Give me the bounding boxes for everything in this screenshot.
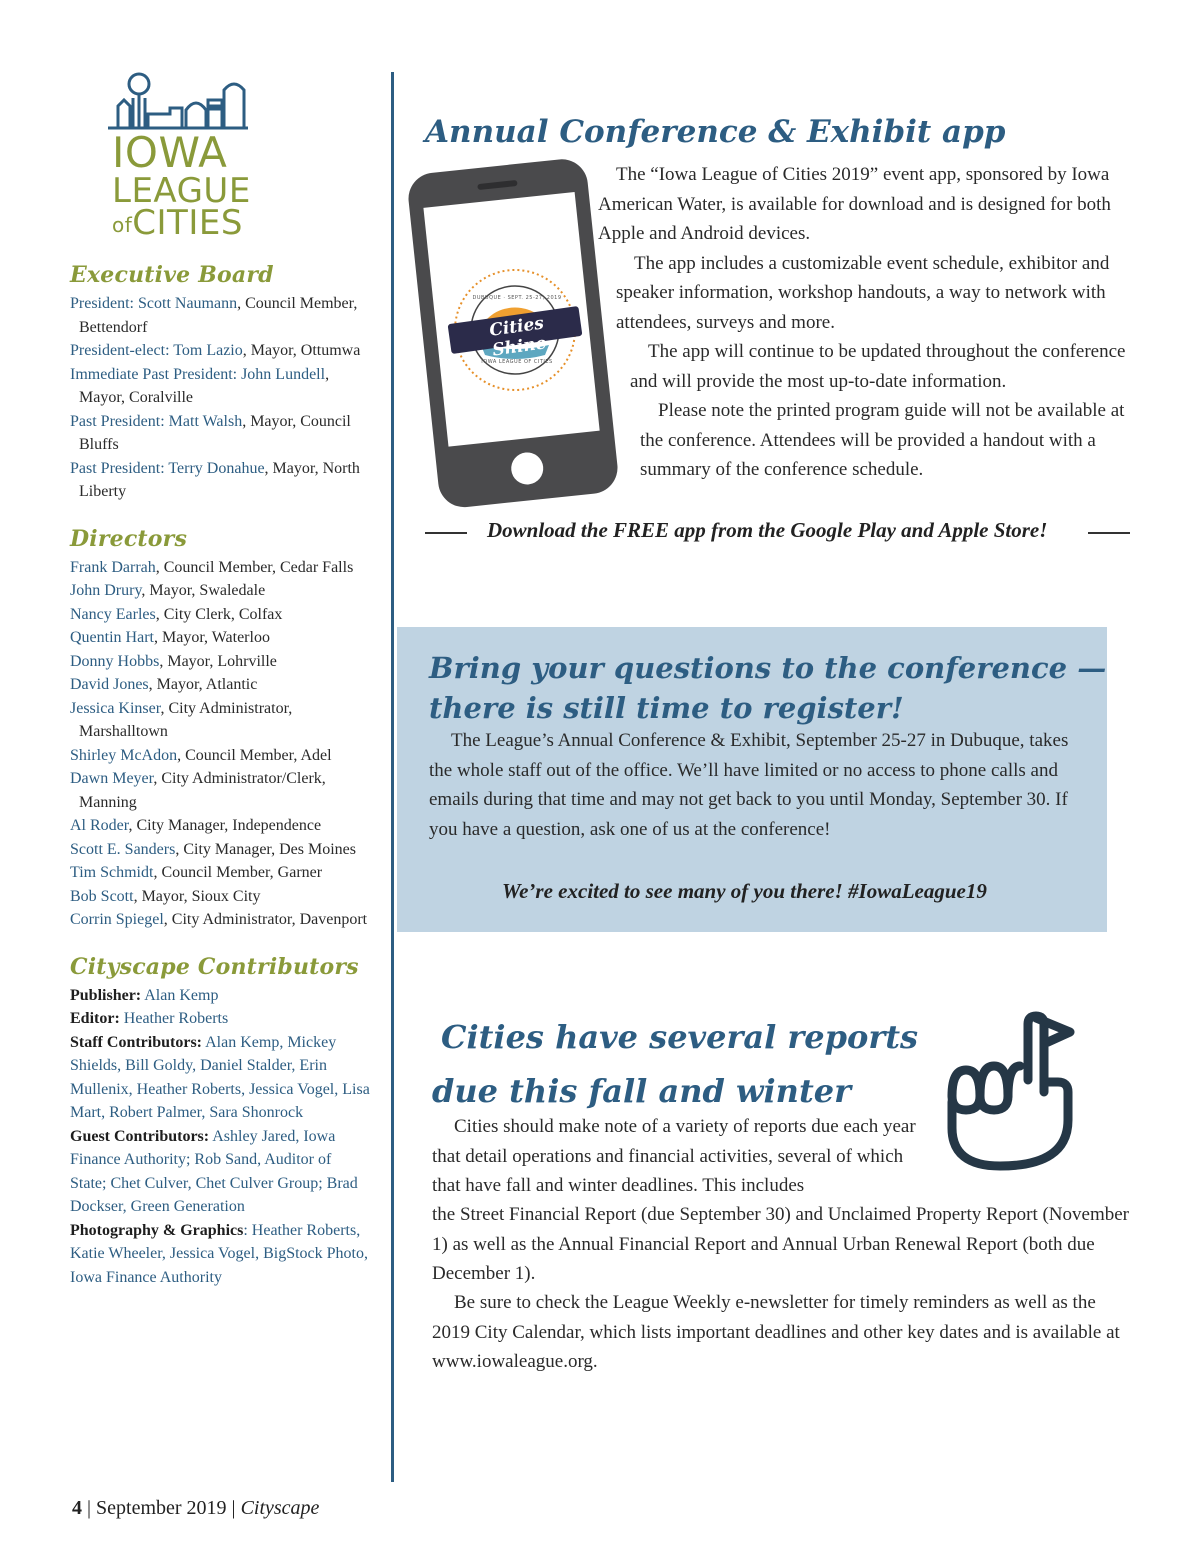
reports-paragraph-continued: the Street Financial Report (due September 30) and Unclaimed Property Report (November 1) as well as the Annual Financial Report and Annual Urban Renewal Report (both due December 1). <box>432 1204 1129 1284</box>
director-name: Quentin Hart <box>70 629 154 646</box>
app-download-text: Download the FREE app from the Google Play and Apple Store! <box>487 518 1048 542</box>
guest-contributors <box>70 1125 370 1219</box>
director-entry <box>70 908 370 932</box>
publisher-line <box>70 984 370 1008</box>
logo-text-iowa: IOWA <box>112 128 228 177</box>
publisher-name: Alan Kemp <box>144 986 219 1004</box>
director-entry <box>70 767 370 814</box>
director-role: , City Manager, Des Moines <box>175 840 356 858</box>
board-entry-name: Past President: Matt Walsh <box>70 412 243 430</box>
board-entry-name: President: Scott Naumann <box>70 295 238 312</box>
badge-arc-top: DUBUQUE · SEPT. 25-27, 2019 <box>472 295 562 301</box>
app-section-title: Annual Conference & Exhibit app <box>425 114 1006 150</box>
app-paragraph: The app will continue to be updated throughout the conference and will provide the most up-to-date information. <box>630 341 1126 392</box>
badge-arc-bottom: IOWA LEAGUE OF CITIES <box>481 359 553 365</box>
issue-date: September 2019 <box>96 1497 227 1519</box>
director-role: , Mayor, Atlantic <box>148 676 258 693</box>
board-entry-role: , Mayor, Council Bluffs <box>79 412 351 453</box>
reports-title-line2: due this fall and winter <box>432 1072 851 1110</box>
register-title-line2: there is still time to register! <box>429 691 904 725</box>
director-name: Scott E. Sanders <box>70 840 176 858</box>
phone-illustration <box>405 155 625 516</box>
executive-board-list <box>70 292 370 504</box>
app-paragraph: Please note the printed program guide will not be available at the conference. Attendees will be provided a handout with a summary of the conference schedule. <box>640 400 1125 480</box>
director-name: Jessica Kinser <box>70 699 161 717</box>
director-role: , Mayor, Sioux City <box>133 887 261 905</box>
app-paragraph: The “Iowa League of Cities 2019” event app, sponsored by Iowa American Water, is available for download and is designed for both Apple and Android devices. <box>598 164 1111 244</box>
director-role: , Mayor, Waterloo <box>153 629 270 646</box>
director-entry <box>70 556 370 580</box>
logo-text-league: LEAGUE <box>112 171 251 211</box>
director-entry <box>70 744 370 768</box>
director-entry <box>70 861 370 885</box>
director-name: Al Roder <box>70 817 129 834</box>
photography-credits <box>70 1219 370 1290</box>
board-entry-name: Past President: Terry Donahue <box>70 459 265 477</box>
board-entry <box>70 457 370 504</box>
finger-reminder-icon <box>940 1010 1080 1180</box>
executive-board-heading: Executive Board <box>70 262 274 288</box>
sidebar <box>70 70 370 1289</box>
callout-rule-right <box>1088 532 1130 534</box>
guest-label: Guest Contributors: <box>70 1127 210 1145</box>
editor-line <box>70 1007 370 1031</box>
directors-heading: Directors <box>70 525 188 552</box>
badge-title: Cities Shine <box>488 313 548 361</box>
director-entry <box>70 603 370 627</box>
reports-paragraph-newsletter: Be sure to check the League Weekly e-newsletter for timely reminders as well as the 2019 City Calendar, which lists important deadlines and other key dates and is available at www.iowaleague.org. <box>432 1292 1120 1372</box>
director-name: Shirley McAdon <box>70 746 178 764</box>
editor-label: Editor: <box>70 1010 120 1027</box>
board-entry-name: Immediate Past President: John Lundell <box>70 365 326 383</box>
director-entry <box>70 673 370 697</box>
director-entry <box>70 626 370 650</box>
director-role: , Council Member, Cedar Falls <box>155 558 354 576</box>
column-divider <box>391 72 394 1482</box>
register-section-title <box>429 648 1106 728</box>
photo-names: : Heather Roberts, Katie Wheeler, Jessica Vogel, BigStock Photo, Iowa Finance Authority <box>70 1221 368 1286</box>
staff-contributors <box>70 1031 370 1125</box>
director-entry <box>70 885 370 909</box>
logo-text-cities-word: CITIES <box>132 203 243 243</box>
app-download-callout <box>425 518 1130 548</box>
director-entry <box>70 579 370 603</box>
contributors-block <box>70 984 370 1290</box>
director-entry <box>70 814 370 838</box>
photo-label: Photography & Graphics <box>70 1221 244 1239</box>
app-paragraph: The app includes a customizable event schedule, exhibitor and speaker information, workshop handouts, a way to network with attendees, surveys and more. <box>616 252 1110 333</box>
board-entry-name: President-elect: Tom Lazio <box>70 342 243 359</box>
register-title-line1: Bring your questions to the conference — <box>429 651 1107 685</box>
board-entry <box>70 292 370 339</box>
iowa-league-logo <box>108 70 288 242</box>
director-name: Bob Scott <box>70 887 134 905</box>
director-name: Nancy Earles <box>70 605 156 623</box>
director-name: John Drury <box>70 582 142 599</box>
director-name: Tim Schmidt <box>70 864 154 881</box>
director-name: David Jones <box>70 676 149 693</box>
board-entry <box>70 410 370 457</box>
board-entry-role: , Council Member, Bettendorf <box>79 295 358 336</box>
director-role: , City Administrator, Marshalltown <box>79 699 293 740</box>
logo-text-of: of <box>112 213 133 237</box>
editor-name: Heather Roberts <box>123 1010 229 1027</box>
skyline-icon <box>108 70 288 132</box>
app-section-body <box>598 160 1138 485</box>
director-entry <box>70 697 370 744</box>
page-footer <box>72 1497 319 1520</box>
page-number: 4 <box>72 1497 82 1519</box>
reports-title-line1: Cities have several reports <box>441 1018 918 1056</box>
register-section-body <box>429 726 1079 844</box>
director-entry <box>70 650 370 674</box>
register-paragraph: The League’s Annual Conference & Exhibit, September 25-27 in Dubuque, takes the whole staff out of the office. We’ll have limited or no access to phone calls and emails during that time and may not get back to you until Monday, September 30. If you have a question, ask one of us at the conference! <box>429 730 1069 840</box>
director-role: , City Clerk, Colfax <box>155 605 283 623</box>
reports-paragraph-intro: Cities should make note of a variety of reports due each year that detail operations and financial activities, several of which that have fall and winter deadlines. This includes <box>432 1116 916 1196</box>
director-name: Frank Darrah <box>70 558 156 576</box>
board-entry <box>70 363 370 410</box>
director-role: , Mayor, Swaledale <box>141 582 266 599</box>
board-entry-role: , Mayor, North Liberty <box>79 459 360 500</box>
footer-separator: | <box>231 1497 241 1519</box>
director-role: , City Manager, Independence <box>128 817 322 834</box>
board-entry <box>70 339 370 363</box>
board-entry-role: , Mayor, Coralville <box>79 365 330 406</box>
logo-text-cities <box>112 203 243 243</box>
footer-separator: | <box>87 1497 97 1519</box>
director-role: , Council Member, Garner <box>153 864 323 881</box>
director-role: , Council Member, Adel <box>177 746 332 764</box>
director-name: Donny Hobbs <box>70 652 160 670</box>
director-entry <box>70 838 370 862</box>
publisher-label: Publisher: <box>70 986 142 1004</box>
director-name: Corrin Spiegel <box>70 911 164 928</box>
board-entry-role: , Mayor, Ottumwa <box>242 342 361 359</box>
callout-rule-left <box>425 532 467 534</box>
director-name: Dawn Meyer <box>70 770 154 787</box>
director-role: , City Administrator/Clerk, Manning <box>79 770 326 811</box>
publication-name: Cityscape <box>240 1497 320 1519</box>
staff-names: Alan Kemp, Mickey Shields, Bill Goldy, Daniel Stalder, Erin Mullenix, Heather Roberts, Jessica Vogel, Lisa Mart, Robert Palmer, Sara Shonrock <box>70 1033 370 1121</box>
director-role: , Mayor, Lohrville <box>159 652 277 670</box>
directors-list <box>70 556 370 932</box>
staff-label: Staff Contributors: <box>70 1033 202 1051</box>
register-tagline: We’re excited to see many of you there! #IowaLeague19 <box>502 879 987 903</box>
guest-names: Ashley Jared, Iowa Finance Authority; Rob Sand, Auditor of State; Chet Culver, Chet Culver Group; Brad Dockser, Green Generation <box>70 1127 358 1215</box>
director-role: , City Administrator, Davenport <box>163 911 368 928</box>
contributors-heading: Cityscape Contributors <box>70 953 359 980</box>
